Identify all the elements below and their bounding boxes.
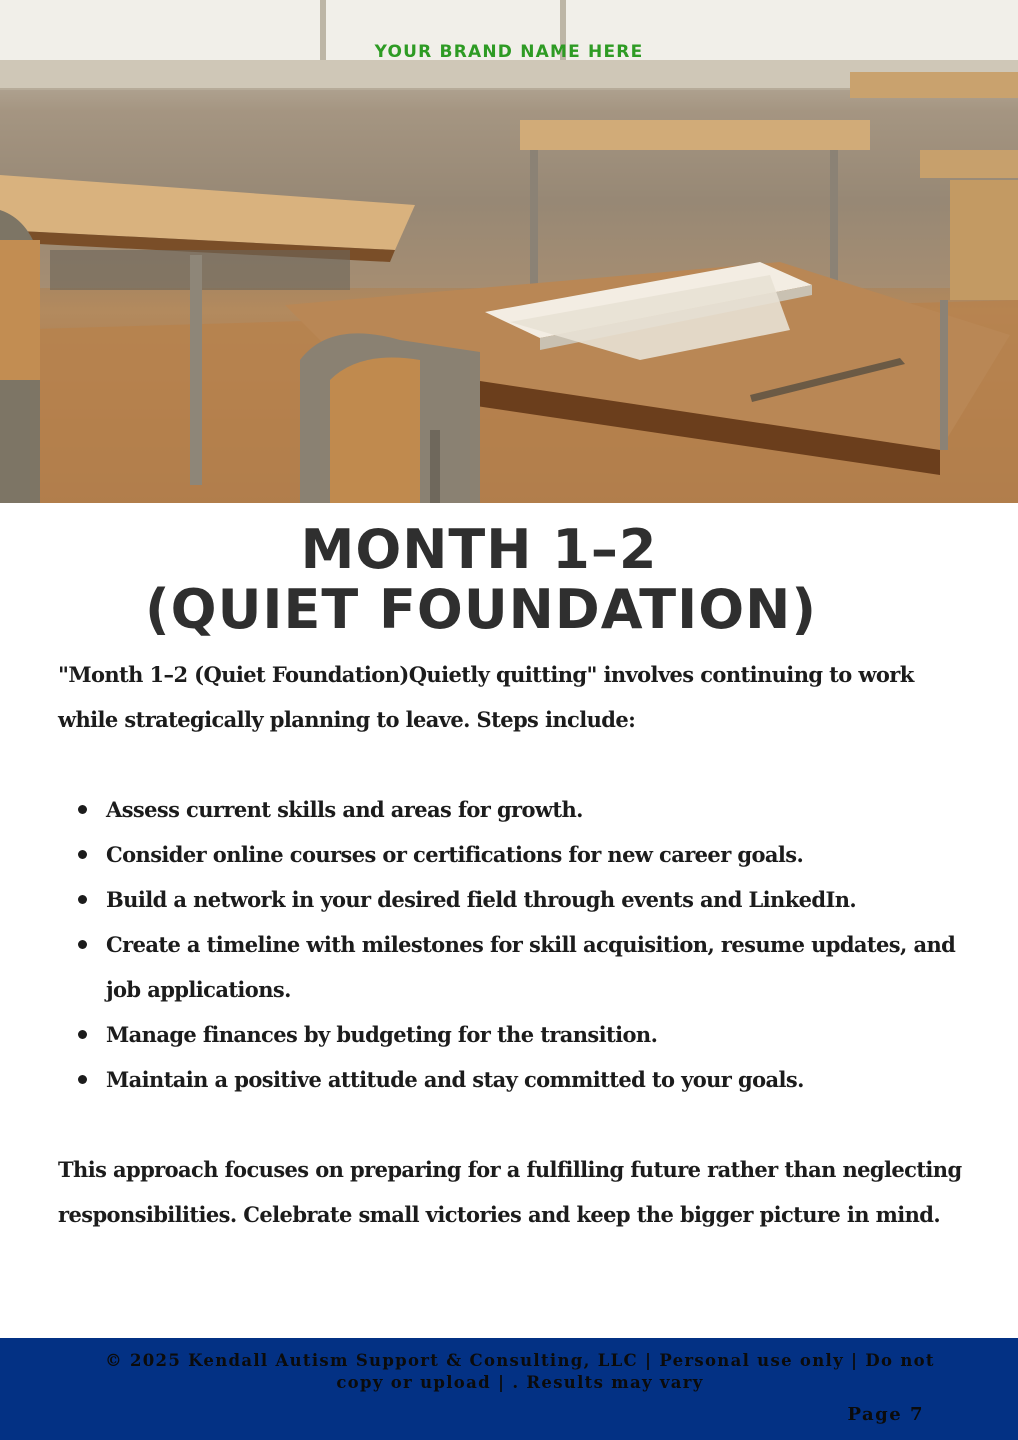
list-item (58, 877, 968, 922)
page-number: Page 7 (847, 1404, 924, 1425)
bullet-icon (78, 940, 87, 949)
list-item-text: Maintain a positive attitude and stay committed to your goals. (106, 1067, 804, 1092)
steps-list (58, 787, 968, 1102)
spacer (58, 1102, 968, 1147)
bullet-icon (78, 805, 87, 814)
footer-bar (0, 1338, 1018, 1440)
page-title-line-2: (QUIET FOUNDATION) (144, 578, 817, 641)
page-title-line-1: MONTH 1–2 (300, 518, 658, 581)
list-item (58, 832, 968, 877)
hero-image (0, 0, 1018, 503)
list-item (58, 787, 968, 832)
list-item (58, 1057, 968, 1102)
bullet-icon (78, 1030, 87, 1039)
list-item (58, 1012, 968, 1057)
list-item-text: Build a network in your desired field through events and LinkedIn. (106, 887, 857, 912)
copyright-notice: © 2025 Kendall Autism Support & Consulting, LLC | Personal use only | Do not copy or upload | . Results may vary (105, 1351, 935, 1392)
classroom-illustration (0, 0, 1018, 503)
list-item-text: Manage finances by budgeting for the transition. (106, 1022, 658, 1047)
brand-name: YOUR BRAND NAME HERE (374, 42, 644, 62)
bullet-icon (78, 1075, 87, 1084)
closing-paragraph: This approach focuses on preparing for a fulfilling future rather than neglecting responsibilities. Celebrate small victories and keep the bigger picture in mind. (58, 1157, 962, 1227)
list-item-text: Consider online courses or certifications for new career goals. (106, 842, 804, 867)
list-item (58, 922, 968, 1012)
spacer (58, 742, 968, 787)
bullet-icon (78, 850, 87, 859)
list-item-text: Create a timeline with milestones for skill acquisition, resume updates, and job applications. (106, 932, 956, 1002)
body-content (58, 652, 968, 1237)
list-item-text: Assess current skills and areas for growth. (106, 797, 583, 822)
bullet-icon (78, 895, 87, 904)
intro-paragraph: "Month 1–2 (Quiet Foundation)Quietly quitting" involves continuing to work while strategically planning to leave. Steps include: (58, 662, 914, 732)
